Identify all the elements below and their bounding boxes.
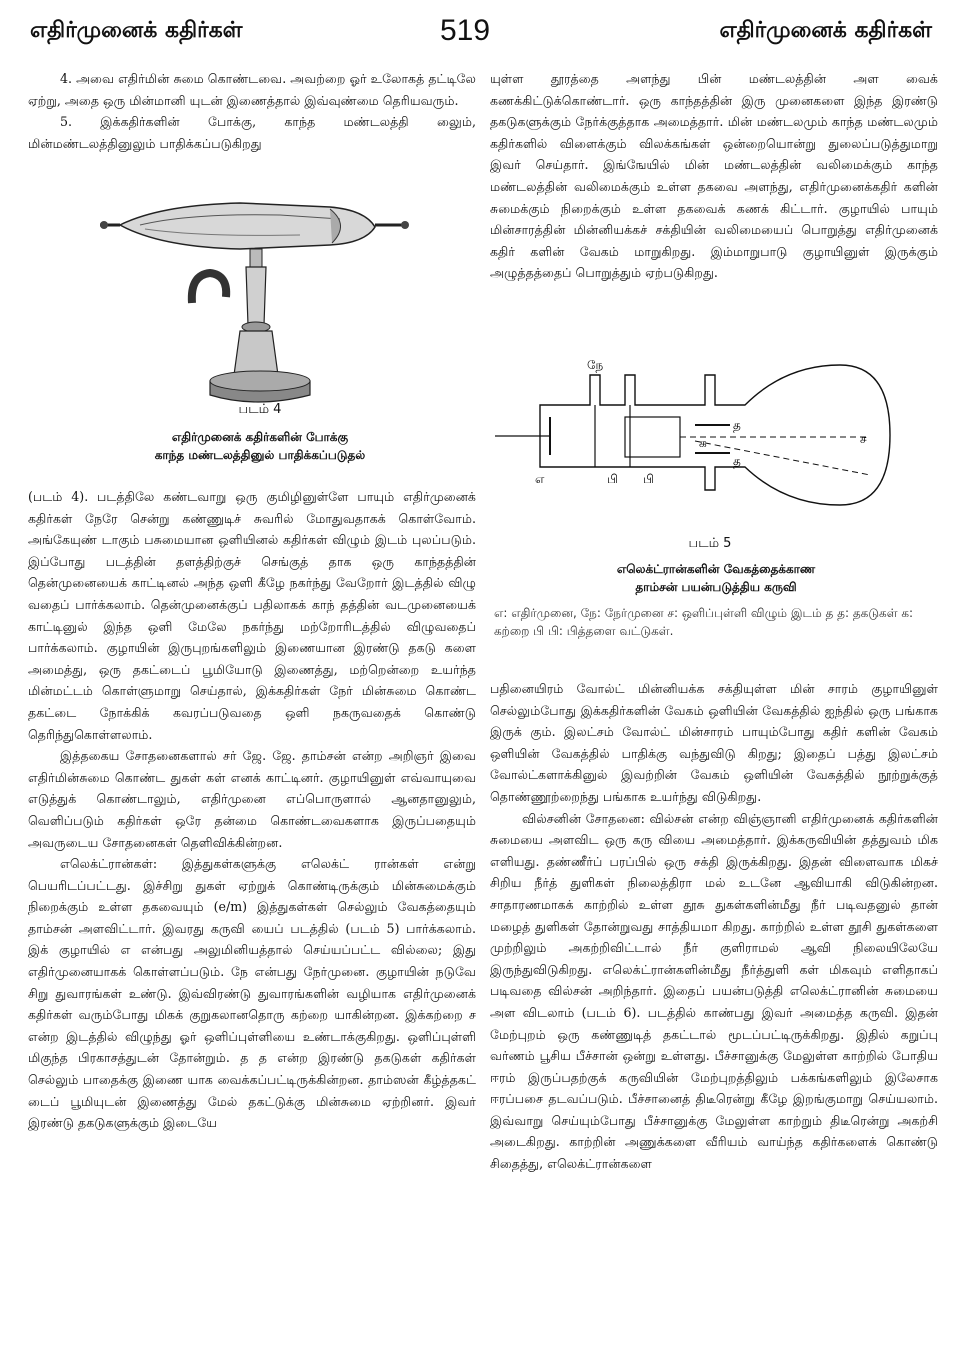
page-number: 519 (440, 14, 491, 47)
paragraph: 5. இக்கதிர்களின் போக்கு, காந்த மண்டலத்தி லுைம், மின்மண்டலத்தினுலும் பாதிக்கப்படுகிறது (28, 114, 476, 151)
label-ne: நே (587, 358, 604, 372)
label-tha-1: த (733, 418, 741, 432)
paragraph: (படம் 4). படத்திலே கண்டவாறு ஒரு குமிழினுள்ளே பாயும் எதிர்முனைக் கதிர்கள் நேரே சென்று கண்ணுடிச் சுவரில் மோதுவதாகக் கொள்வோம். அங்கேயுண் டாகும் பசுமையான ஒளியினல் கதிர்கள் விழும் இடம் புலப்படும். இப்போது படத்தின் தளத்திற்குச் செங்குத் தாக ஒரு காந்தத்தின் தென்முனையைக் காட்டினல் அந்த ஒளி கீழே நகர்ந்து வேறோர் இடத்தில் விழு வதைப் பார்க்கலாம். தென்முனைக்குப் பதிலாகக் காந் தத்தின் வடமுனையைக் காட்டினுல் இந்த ஒளி மேலே நகர்ந்து மற்றோரிடத்தில் விழுவதைப் பார்க்கலாம். குழாயின் இருபுறங்களிலும் இணையான இரண்டு தகடு களை அமைத்து, ஒரு தகட்டைப் பூமியோடு இணைத்து, மற்றென்றை உயர்ந்த மின்மட்டம் கொள்ளுமாறு செய்தால், இக்கதிர்கள் நேர் மின்சுமை கொண்ட தகட்டை நோக்கிக் கவரப்படுவதை ஒளி நகருவதைக் கொண்டு தெரிந்துகொள்ளலாம். (28, 489, 476, 742)
paragraph: இத்தகைய சோதனைகளால் சர் ஜே. ஜே. தாம்சன் என்ற அறிஞர் இவை எதிர்மின்சுமை கொண்ட துகள் கள் எனக் காட்டினர். குழாயினுள் எவ்வாயுவை எடுத்துக் கொண்டாலும், எதிர்முனை எப்பொருளால் ஆனதானுலும், வெளிப்படும் கதிர்கள் ஒரே தன்மை கொண்டவைகளாக இருப்பதையும் அவருடைய சோதனைகள் தெளிவிக்கின்றன. (28, 748, 476, 850)
running-head-right: எதிர்முனைக் கதிர்கள் (719, 18, 932, 43)
left-column-top (28, 68, 476, 154)
paragraph: எலெக்ட்ரான்கள்: இத்துகள்களுக்கு எலெக்ட் ரான்கள் என்று பெயரிடப்பட்டது. இச்சிறு துகள் ஏற்றுக் கொண்டிருக்கும் மின்சுமைக்கும் நிறைக்கும் உள்ள தகவையும் (e/m) இத்துகள்கள் செல்லும் வேகத்தையும் தாம்சன் அளவிட்டார். இவரது கருவி யைப் படத்தில் (படம் 5) பார்க்கலாம். இக் குழாயில் எ என்பது அலுமினியத்தால் செய்யப்பட்ட வில்லை; இது எதிர்முனையாகக் கொள்ளப்படும். நே என்பது நேர்முனை. குழாயின் நடுவே சிறு துவாரங்கள் உண்டு. இவ்விரண்டு துவாரங்களின் வழியாக எதிர்முனைக் கதிர்கள் வரும்போது மிகக் குறுகலானதொரு கற்றை யாகின்றன. இக்கற்றை ச என்ற இடத்தில் விழுந்து ஓர் ஒளிப்புள்ளியை உண்டாக்குகிறது. ஒளிப்புள்ளி மிகுந்த பிரகாசத்துடன் தோன்றும். த த என்ற இரண்டு தகடுகள் கதிர்கள் செல்லும் பாதைக்கு இணை யாக வைக்கப்பட்டிருக்கின்றன. தாம்ஸன் கீழ்த்தகட் டைப் பூமியுடன் இணைத்து மேல் தகட்டுக்கு மின்சுமை ஏற்றினர். இவர் இரண்டு தகடுகளுக்கும் இடையே (28, 856, 476, 1131)
label-sa: ச (860, 432, 867, 446)
figure-4-caption-line: எதிர்முனைக் கதிர்களின் போக்கு (171, 430, 349, 444)
figure-5-caption-line: தாம்சன் பயன்படுத்திய கருவி (635, 580, 797, 594)
label-pi-1: பி (607, 472, 618, 486)
figure-5-caption-line: எலெக்ட்ரான்களின் வேகத்தைக்காண (616, 562, 816, 576)
figure-4-caption (40, 428, 480, 464)
running-head-left: எதிர்முனைக் கதிர்கள் (30, 18, 243, 43)
paragraph: பதினையிரம் வோல்ட் மின்னியக்க சக்தியுள்ள மின் சாரம் குழாயினுள் செல்லும்போது இக்கதிர்களின் வேகம் ஒளியின் வேகத்தில் ஐந்தில் ஒரு பங்காக இருக் கும். இலட்சம் வோல்ட் மின்சாரம் பாயும்போது கதிர் களின் வேகம் ஒளியின் வேகத்தில் பாதிக்கு வந்துவிடு கிறது; இதைப் பத்து இலட்சம் வோல்ட்களாக்கினுல் இவற்றின் வேகம் ஒளியின் வேகத்தில் நூற்றுக்குத் தொண்ணூற்றைந்து பங்காக உயர்ந்து விடுகிறது. (490, 681, 938, 804)
label-ka: க (699, 436, 707, 450)
label-e: எ (535, 472, 545, 486)
paragraph: யுள்ள தூரத்தை அளந்து பின் மண்டலத்தின் அள வைக் கணக்கிட்டுக்கொண்டார். ஒரு காந்தத்தின் இரு முனைகளை இந்த இரண்டு தகடுகளுக்கும் நேர்க்குத்தாக அமைத்தார். மின் மண்டலமும் காந்த மண்டலமும் கதிர்களில் விளைக்கும் விலக்கங்கள் ஒன்றையொன்று துலைப்படுத்துமாறு இவர் செய்தார். இங்ஙேயில் மின் மண்டலத்தின் வலிமைக்கும் காந்த மண்டலத்தின் வலிமைக்கும் உள்ள தகவை அளந்து, எதிர்முனைக்கதிர் களின் சுமைக்கும் நிறைக்கும் உள்ள தகவைக் கணக் கிட்டார். குழாயில் பாயும் மின்சாரத்தின் மின்னியக்கச் சக்தியின் வலிமையைப் பொறுத்து எதிர்முனைக் கதிர் களின் வேகம் மாறுகிறது. இம்மாறுபாடு குழாயினுள் இருக்கும் அழுத்தத்தைப் பொறுத்தும் ஏற்படுகிறது. (490, 71, 938, 281)
paragraph: வில்சனின் சோதனை: வில்சன் என்ற விஞ்ஞானி எதிர்முனைக் கதிர்களின் சுமையை அளவிட ஒரு கரு வியை அமைத்தார். இக்கருவியின் தத்துவம் மிக எளியது. தண்ணீர்ப் பரப்பில் ஒரு சக்தி இருக்கிறது. இதன் விளைவாக மிகச் சிறிய நீர்த் துளிகள் நிலைத்திரா மல் உடனே ஆவியாகி விடுகின்றன. சாதாரணமாகக் காற்றில் உள்ள தூசு துகள்களின்மீது நீர் படிவதனுல் தான் மழைத் துளிகள் தோன்றுவது சாத்தியமா கிறது. காற்றில் உள்ள தூசி துகள்களை முற்றிலும் அகற்றிவிட்டால் நீர் குளிராமல் ஆவி நிலையிலேயே இருந்துவிடுகிறது. எலெக்ட்ரான்களின்மீது நீர்த்துளி கள் மிகவும் எளிதாகப் படிவதை வில்சன் அறிந்தார். இதைப் பயன்படுத்தி எலெக்ட்ரானின் சுமையை அள விடலாம் (படம் 6). படத்தில் காண்பது இவர் அமைத்த கருவி. இதன் மேற்புறம் ஒரு கண்ணுடித் தகட்டால் மூடப்பட்டிருக்கிறது. இதில் கறுப்பு வர்ணம் பூசிய பீச்சான் ஒன்று உள்ளது. பீச்சானுக்கு மேலுள்ள காற்றில் போதிய ஈரம் இருப்பதற்குக் கருவியின் மேற்புறத்திலும் பக்கங்களிலும் இலேசாக ஈரப்பசை தடவப்படும். பீச்சானைத் திடீரென்று கீழே இறங்குமாறு செய்யலாம். இவ்வாறு செய்யும்போது பீச்சானுக்கு மேலுள்ள காற்றும் திடீரென்று அகற்சி அடைகிறது. காற்றின் அணுக்களை வீரியம் வாய்ந்த கதிர்களைக் கொண்டு சிதைத்து, எலெக்ட்ரான்களை (490, 810, 938, 1172)
figure-5-diagram (495, 355, 935, 515)
right-column-bottom (490, 678, 938, 1175)
page-header (0, 0, 967, 60)
right-column-top (490, 68, 938, 284)
label-tha-2: த (733, 454, 741, 468)
figure-5-caption (494, 560, 938, 596)
figure-4-illustration (100, 185, 430, 410)
paragraph: 4. அவை எதிர்மின் சுமை கொண்டவை. அவற்றை ஓர் உலோகத் தட்டிலே ஏற்று, அதை ஒரு மின்மானி யுடன் இணைத்தால் இவ்வுண்மை தெரியவரும். (28, 71, 476, 108)
figure-4-label: படம் 4 (238, 402, 282, 417)
figure-5-legend: எ: எதிர்முனை, நே: நேர்முனை ச: ஒளிப்புள்ளி விழும் இடம் த த: தகடுகள் க: கற்றை பி பி: பித்தளை வட்டுகள். (494, 606, 914, 638)
label-pi-2: பி (643, 472, 654, 486)
left-column-bottom (28, 486, 476, 1134)
figure-4-caption-line: காந்த மண்டலத்தினுல் பாதிக்கப்படுதல் (154, 448, 366, 462)
figure-5-label: படம் 5 (688, 536, 732, 551)
